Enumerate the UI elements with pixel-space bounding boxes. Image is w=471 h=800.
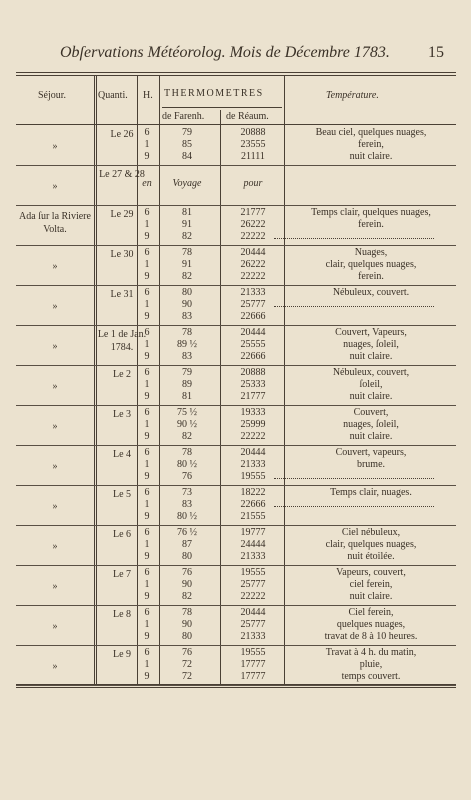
hours-cell: 9 [144, 511, 150, 522]
weather-cell: ciel ferein, [349, 579, 393, 590]
reaumur-cell: 17777 [240, 659, 266, 670]
date-cell: Le 2 [112, 369, 132, 380]
reaumur-cell: 21111 [241, 151, 265, 162]
fahrenheit-cell: 76 [182, 567, 192, 578]
sejour-cell: » [52, 581, 58, 592]
weather-cell: Couvert, [353, 407, 389, 418]
sejour-cell: » [52, 301, 58, 312]
reaumur-cell: 25777 [240, 619, 266, 630]
dotted-leader [274, 306, 434, 307]
weather-cell: nuit claire. [349, 591, 393, 602]
fahrenheit-cell: 87 [182, 539, 192, 550]
observation-row [16, 126, 456, 166]
fahrenheit-cell: 82 [182, 431, 192, 442]
fahrenheit-cell: 80 [182, 287, 192, 298]
reaumur-cell: 20444 [240, 607, 266, 618]
fahrenheit-cell: 81 [182, 391, 192, 402]
hours-cell: 1 [144, 579, 150, 590]
hours-cell: 6 [144, 447, 150, 458]
sejour-cell: » [52, 621, 58, 632]
reaumur-cell: 22666 [240, 499, 266, 510]
weather-cell: quelques nuages, [336, 619, 406, 630]
date-cell: Le 8 [112, 609, 132, 620]
dotted-leader [274, 238, 434, 239]
hours-cell: 1 [144, 419, 150, 430]
hours-cell: 6 [144, 207, 150, 218]
hours-cell: 1 [144, 219, 150, 230]
header-title: Obſervations Météorolog. Mois de Décembre 1783. [60, 44, 390, 61]
fahrenheit-cell: 91 [182, 259, 192, 270]
weather-cell: ferein, [358, 139, 384, 150]
hours-cell: 6 [144, 367, 150, 378]
hours-cell: 9 [144, 311, 150, 322]
weather-cell: pluie, [359, 659, 383, 670]
weather-cell: nuit claire. [349, 431, 393, 442]
weather-cell: nuages, ſoleil, [343, 339, 399, 350]
observation-row [16, 446, 456, 486]
header-sejour: Séjour. [38, 90, 67, 101]
fahrenheit-cell: 79 [182, 367, 192, 378]
header-reaumur: de Réaum. [226, 111, 269, 122]
header-bottom-rule [16, 124, 456, 125]
weather-cell: Couvert, vapeurs, [335, 447, 407, 458]
date-cell: Le 27 & 28 [99, 169, 145, 180]
hours-cell: 1 [144, 259, 150, 270]
fahrenheit-cell: 91 [182, 219, 192, 230]
fahrenheit-cell: 80 ½ [177, 511, 197, 522]
fahrenheit-cell: 76 [182, 471, 192, 482]
reaumur-cell: 20888 [240, 127, 266, 138]
bottom-rule-double [16, 687, 456, 688]
fahrenheit-cell: 80 [182, 631, 192, 642]
weather-cell: ferein. [358, 219, 384, 230]
date-cell: Le 5 [112, 489, 132, 500]
weather-cell: Beau ciel, quelques nuages, [315, 127, 427, 138]
hours-cell: en [142, 178, 152, 189]
date-cell: Le 3 [112, 409, 132, 420]
hours-cell: 9 [144, 431, 150, 442]
page-number: 15 [428, 44, 444, 61]
thermo-sub-rule [162, 107, 282, 108]
weather-cell: Travat à 4 h. du matin, [325, 647, 417, 658]
reaumur-cell: 23555 [240, 139, 266, 150]
hours-cell: 6 [144, 127, 150, 138]
top-rule [16, 72, 456, 73]
reaumur-cell: 22666 [240, 311, 266, 322]
weather-cell: nuit claire. [349, 351, 393, 362]
fahrenheit-cell: 84 [182, 151, 192, 162]
hours-cell: 1 [144, 619, 150, 630]
reaumur-cell: pour [243, 178, 263, 189]
reaumur-cell: 25555 [240, 339, 266, 350]
reaumur-cell: 21333 [240, 551, 266, 562]
fahrenheit-cell: 90 [182, 579, 192, 590]
weather-cell: Nuages, [354, 247, 388, 258]
reaumur-cell: 21333 [240, 631, 266, 642]
hours-cell: 9 [144, 631, 150, 642]
weather-cell: Nébuleux, couvert. [332, 287, 410, 298]
weather-cell: Temps clair, quelques nuages, [311, 207, 431, 218]
sejour-cell: Ada ſur la Riviere Volta. [19, 211, 91, 235]
reaumur-cell: 25777 [240, 299, 266, 310]
hours-cell: 6 [144, 567, 150, 578]
sejour-cell: » [52, 541, 58, 552]
hours-cell: 9 [144, 271, 150, 282]
reaumur-cell: 25333 [240, 379, 266, 390]
reaumur-cell: 26222 [240, 219, 266, 230]
observation-row [16, 286, 456, 326]
hours-cell: 9 [144, 591, 150, 602]
weather-cell: Ciel nébuleux, [341, 527, 401, 538]
top-rule-double [16, 75, 456, 76]
fahrenheit-cell: Voyage [172, 178, 202, 189]
hours-cell: 6 [144, 247, 150, 258]
fahrenheit-cell: 82 [182, 231, 192, 242]
date-cell: Le 31 [110, 289, 134, 300]
weather-cell: nuages, ſoleil, [343, 419, 399, 430]
hours-cell: 9 [144, 551, 150, 562]
header-quantieme: Quanti. [98, 90, 128, 101]
date-cell: Le 9 [112, 649, 132, 660]
hours-cell: 1 [144, 299, 150, 310]
reaumur-cell: 24444 [240, 539, 266, 550]
running-header [60, 44, 444, 68]
fahrenheit-cell: 90 ½ [177, 419, 197, 430]
sejour-cell: » [52, 421, 58, 432]
header-fahrenheit: de Farenh. [162, 111, 205, 122]
weather-cell: ferein. [358, 271, 384, 282]
hours-cell: 6 [144, 607, 150, 618]
fahrenheit-cell: 80 ½ [177, 459, 197, 470]
weather-cell: brume. [356, 459, 386, 470]
fahrenheit-cell: 83 [182, 499, 192, 510]
sejour-cell: » [52, 381, 58, 392]
dotted-leader [274, 478, 434, 479]
hours-cell: 9 [144, 471, 150, 482]
weather-cell: Couvert, Vapeurs, [335, 327, 407, 338]
reaumur-cell: 19333 [240, 407, 266, 418]
reaumur-cell: 21333 [240, 287, 266, 298]
sejour-cell: » [52, 461, 58, 472]
row-rule [16, 685, 456, 686]
fahrenheit-cell: 83 [182, 351, 192, 362]
header-hours: H. [143, 90, 153, 101]
fahrenheit-cell: 78 [182, 327, 192, 338]
hours-cell: 1 [144, 139, 150, 150]
date-cell: Le 30 [110, 249, 134, 260]
observation-row [16, 366, 456, 406]
fahrenheit-cell: 81 [182, 207, 192, 218]
observation-row [16, 526, 456, 566]
observation-row [16, 406, 456, 446]
reaumur-cell: 18222 [240, 487, 266, 498]
observation-row [16, 206, 456, 246]
observation-row [16, 326, 456, 366]
fahrenheit-cell: 73 [182, 487, 192, 498]
sejour-cell: » [52, 181, 58, 192]
fahrenheit-cell: 85 [182, 139, 192, 150]
reaumur-cell: 17777 [240, 671, 266, 682]
hours-cell: 9 [144, 671, 150, 682]
observation-row [16, 166, 456, 206]
date-cell: Le 7 [112, 569, 132, 580]
sejour-cell: » [52, 661, 58, 672]
weather-cell: Nébuleux, couvert, [332, 367, 410, 378]
fahrenheit-cell: 78 [182, 247, 192, 258]
reaumur-cell: 19555 [240, 647, 266, 658]
reaumur-cell: 20444 [240, 327, 266, 338]
fahrenheit-cell: 72 [182, 671, 192, 682]
reaumur-cell: 22222 [240, 271, 266, 282]
reaumur-cell: 25999 [240, 419, 266, 430]
reaumur-cell: 22666 [240, 351, 266, 362]
date-cell: Le 26 [110, 129, 134, 140]
fahrenheit-cell: 79 [182, 127, 192, 138]
reaumur-cell: 21555 [240, 511, 266, 522]
fahrenheit-cell: 83 [182, 311, 192, 322]
weather-cell: clair, quelques nuages, [325, 539, 417, 550]
observation-row [16, 246, 456, 286]
date-cell: Le 29 [110, 209, 134, 220]
fahrenheit-cell: 89 ½ [177, 339, 197, 350]
bottom-rule [16, 684, 456, 685]
hours-cell: 1 [144, 659, 150, 670]
fahrenheit-cell: 80 [182, 551, 192, 562]
fahrenheit-cell: 76 ½ [177, 527, 197, 538]
sejour-cell: » [52, 341, 58, 352]
weather-cell: ſoleil, [359, 379, 383, 390]
dotted-leader [274, 506, 434, 507]
hours-cell: 6 [144, 487, 150, 498]
fahrenheit-cell: 72 [182, 659, 192, 670]
reaumur-cell: 22222 [240, 231, 266, 242]
weather-cell: nuit étoilée. [347, 551, 395, 562]
reaumur-cell: 26222 [240, 259, 266, 270]
reaumur-cell: 20444 [240, 247, 266, 258]
reaumur-cell: 21333 [240, 459, 266, 470]
observation-row [16, 566, 456, 606]
fahrenheit-cell: 90 [182, 299, 192, 310]
hours-cell: 9 [144, 391, 150, 402]
weather-cell: nuit claire. [349, 391, 393, 402]
reaumur-cell: 19555 [240, 471, 266, 482]
hours-cell: 9 [144, 231, 150, 242]
hours-cell: 1 [144, 539, 150, 550]
fahrenheit-cell: 89 [182, 379, 192, 390]
hours-cell: 1 [144, 379, 150, 390]
reaumur-cell: 20444 [240, 447, 266, 458]
hours-cell: 6 [144, 527, 150, 538]
reaumur-cell: 19777 [240, 527, 266, 538]
fahrenheit-cell: 78 [182, 447, 192, 458]
fahrenheit-cell: 76 [182, 647, 192, 658]
observation-row [16, 606, 456, 646]
reaumur-cell: 19555 [240, 567, 266, 578]
weather-cell: nuit claire. [349, 151, 393, 162]
hours-cell: 6 [144, 407, 150, 418]
header-temperature: Température. [326, 90, 379, 101]
weather-cell: Ciel ferein, [348, 607, 394, 618]
weather-cell: clair, quelques nuages, [325, 259, 417, 270]
date-cell: Le 1 de Jan. 1784. [97, 329, 147, 353]
reaumur-cell: 22222 [240, 591, 266, 602]
date-cell: Le 6 [112, 529, 132, 540]
observation-row [16, 646, 456, 686]
hours-cell: 9 [144, 351, 150, 362]
sejour-cell: » [52, 261, 58, 272]
hours-cell: 6 [144, 287, 150, 298]
sejour-cell: » [52, 501, 58, 512]
reaumur-cell: 21777 [240, 207, 266, 218]
hours-cell: 1 [144, 459, 150, 470]
hours-cell: 9 [144, 151, 150, 162]
observation-row [16, 486, 456, 526]
sejour-cell: » [52, 141, 58, 152]
reaumur-cell: 25777 [240, 579, 266, 590]
fahrenheit-cell: 78 [182, 607, 192, 618]
weather-cell: Vapeurs, couvert, [336, 567, 406, 578]
hours-cell: 1 [144, 339, 150, 350]
header-thermometres: THERMOMETRES [164, 88, 264, 99]
weather-cell: Temps clair, nuages. [330, 487, 412, 498]
weather-cell: temps couvert. [341, 671, 401, 682]
fahrenheit-cell: 90 [182, 619, 192, 630]
fahrenheit-cell: 82 [182, 591, 192, 602]
reaumur-cell: 21777 [240, 391, 266, 402]
date-cell: Le 4 [112, 449, 132, 460]
fahrenheit-cell: 82 [182, 271, 192, 282]
reaumur-cell: 22222 [240, 431, 266, 442]
hours-cell: 6 [144, 647, 150, 658]
weather-cell: travat de 8 à 10 heures. [324, 631, 418, 642]
fahrenheit-cell: 75 ½ [177, 407, 197, 418]
hours-cell: 1 [144, 499, 150, 510]
reaumur-cell: 20888 [240, 367, 266, 378]
hours-cell: 6 [144, 327, 150, 338]
